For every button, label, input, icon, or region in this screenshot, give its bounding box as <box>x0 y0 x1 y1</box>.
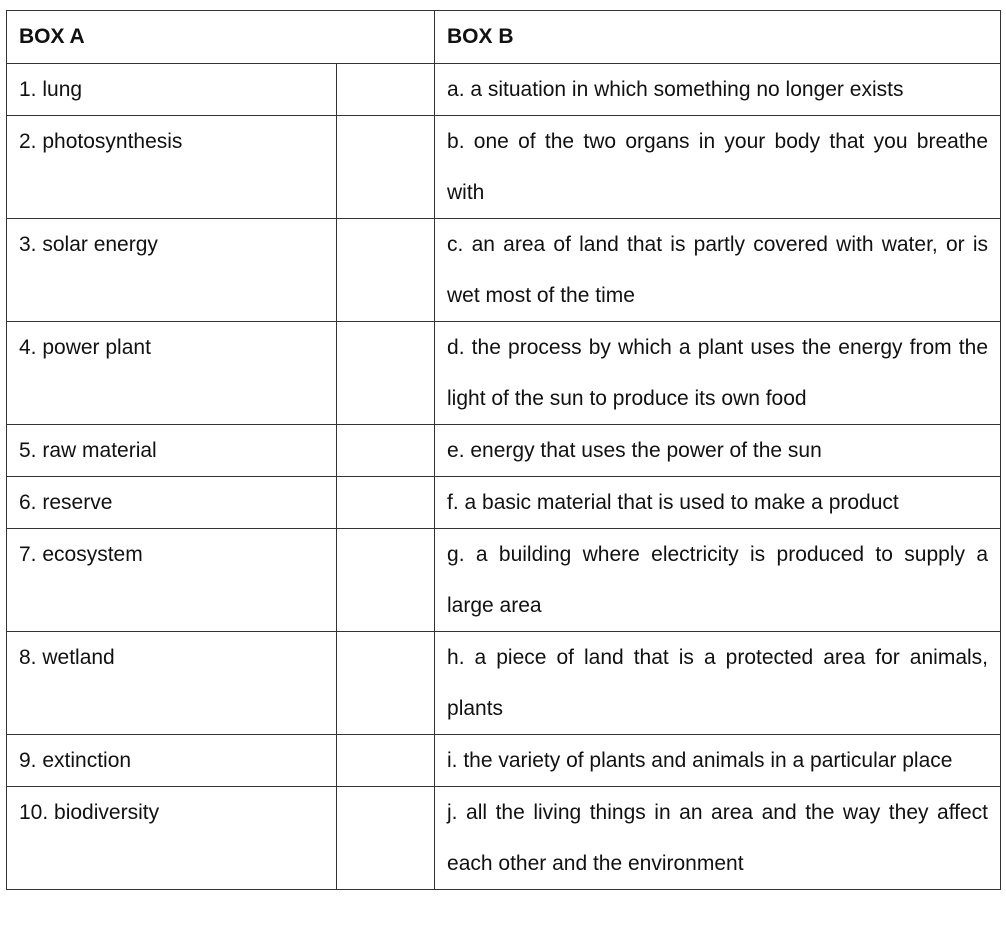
term-cell: 5. raw material <box>7 425 337 477</box>
box-a-header: BOX A <box>7 11 435 64</box>
term-cell: 1. lung <box>7 64 337 116</box>
answer-blank[interactable] <box>337 116 435 219</box>
answer-blank[interactable] <box>337 735 435 787</box>
answer-blank[interactable] <box>337 787 435 890</box>
matching-table <box>6 10 1001 890</box>
answer-blank[interactable] <box>337 219 435 322</box>
definition-cell: b. one of the two organs in your body that you breathe with <box>435 116 1001 219</box>
definition-cell: c. an area of land that is partly covered with water, or is wet most of the time <box>435 219 1001 322</box>
table-row <box>7 322 1001 425</box>
box-b-header: BOX B <box>435 11 1001 64</box>
term-cell: 8. wetland <box>7 632 337 735</box>
term-cell: 6. reserve <box>7 477 337 529</box>
answer-blank[interactable] <box>337 529 435 632</box>
answer-blank[interactable] <box>337 64 435 116</box>
table-row <box>7 116 1001 219</box>
term-cell: 2. photosynthesis <box>7 116 337 219</box>
table-row <box>7 632 1001 735</box>
term-cell: 4. power plant <box>7 322 337 425</box>
term-cell: 9. extinction <box>7 735 337 787</box>
answer-blank[interactable] <box>337 425 435 477</box>
table-row <box>7 219 1001 322</box>
table-header-row <box>7 11 1001 64</box>
answer-blank[interactable] <box>337 632 435 735</box>
table-row <box>7 425 1001 477</box>
answer-blank[interactable] <box>337 322 435 425</box>
table-row <box>7 477 1001 529</box>
answer-blank[interactable] <box>337 477 435 529</box>
definition-cell: j. all the living things in an area and the way they affect each other and the environment <box>435 787 1001 890</box>
definition-cell: d. the process by which a plant uses the energy from the light of the sun to produce its own food <box>435 322 1001 425</box>
table-row <box>7 787 1001 890</box>
term-cell: 10. biodiversity <box>7 787 337 890</box>
definition-cell: a. a situation in which something no longer exists <box>435 64 1001 116</box>
definition-cell: h. a piece of land that is a protected area for animals, plants <box>435 632 1001 735</box>
definition-cell: e. energy that uses the power of the sun <box>435 425 1001 477</box>
table-row <box>7 735 1001 787</box>
term-cell: 7. ecosystem <box>7 529 337 632</box>
definition-cell: i. the variety of plants and animals in a particular place <box>435 735 1001 787</box>
table-row <box>7 529 1001 632</box>
definition-cell: g. a building where electricity is produced to supply a large area <box>435 529 1001 632</box>
definition-cell: f. a basic material that is used to make a product <box>435 477 1001 529</box>
term-cell: 3. solar energy <box>7 219 337 322</box>
table-row <box>7 64 1001 116</box>
